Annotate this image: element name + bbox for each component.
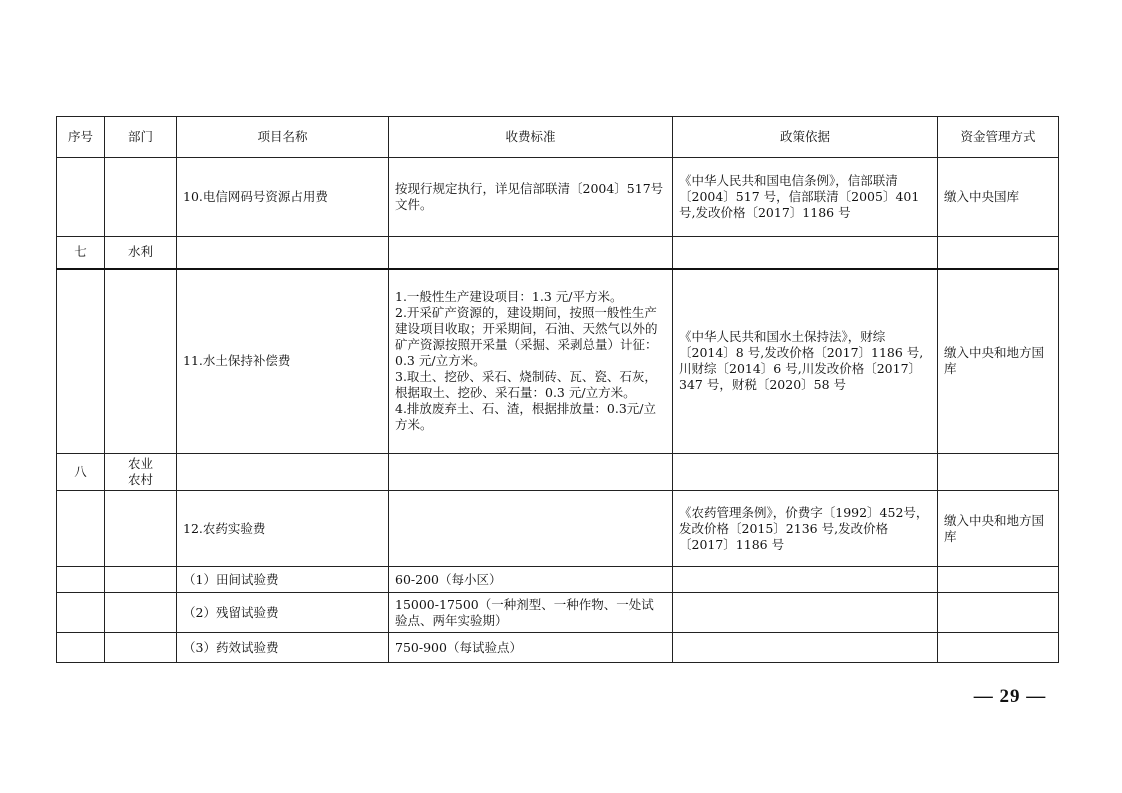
cell-dept <box>105 269 177 454</box>
cell-seq: 七 <box>57 237 105 269</box>
table-row <box>57 454 1059 491</box>
table-header-row <box>57 117 1059 158</box>
cell-dept <box>105 633 177 663</box>
cell-fee-standard: 按现行规定执行，详见信部联清〔2004〕517号文件。 <box>389 158 673 237</box>
header-seq: 序号 <box>57 117 105 158</box>
cell-item-name <box>177 237 389 269</box>
cell-dept <box>105 491 177 567</box>
table-row <box>57 633 1059 663</box>
cell-fund-management <box>938 454 1059 491</box>
cell-fee-standard <box>389 237 673 269</box>
cell-item-name: （1）田间试验费 <box>177 567 389 593</box>
cell-policy-basis <box>673 633 938 663</box>
cell-fee-standard <box>389 454 673 491</box>
cell-item-name: （3）药效试验费 <box>177 633 389 663</box>
cell-fee-standard: 60-200（每小区） <box>389 567 673 593</box>
header-fee-standard: 收费标准 <box>389 117 673 158</box>
cell-fund-management <box>938 567 1059 593</box>
cell-fund-management <box>938 593 1059 633</box>
table-row <box>57 491 1059 567</box>
cell-seq <box>57 567 105 593</box>
cell-policy-basis: 《中华人民共和国水土保持法》，财综〔2014〕8 号,发改价格〔2017〕1186 号,川财综〔2014〕6 号,川发改价格〔2017〕347 号，财税〔2020〕58 号 <box>673 269 938 454</box>
cell-item-name: 12.农药实验费 <box>177 491 389 567</box>
header-item-name: 项目名称 <box>177 117 389 158</box>
cell-policy-basis: 《中华人民共和国电信条例》，信部联清〔2004〕517 号，信部联清〔2005〕401号,发改价格〔2017〕1186 号 <box>673 158 938 237</box>
cell-seq <box>57 593 105 633</box>
cell-dept <box>105 158 177 237</box>
cell-item-name: 11.水土保持补偿费 <box>177 269 389 454</box>
cell-dept <box>105 593 177 633</box>
cell-fund-management: 缴入中央和地方国库 <box>938 269 1059 454</box>
cell-dept: 农业 农村 <box>105 454 177 491</box>
cell-seq <box>57 269 105 454</box>
cell-fund-management: 缴入中央和地方国库 <box>938 491 1059 567</box>
table-row <box>57 593 1059 633</box>
cell-seq <box>57 491 105 567</box>
cell-seq <box>57 633 105 663</box>
header-fund-management: 资金管理方式 <box>938 117 1059 158</box>
cell-dept: 水利 <box>105 237 177 269</box>
cell-fee-standard: 1.一般性生产建设项目：1.3 元/平方米。 2.开采矿产资源的，建设期间，按照一般性生产建设项目收取；开采期间，石油、天然气以外的矿产资源按照开采量（采掘、采剥总量）计征：0.3 元/立方米。 3.取土、挖砂、采石、烧制砖、瓦、瓷、石灰，根据取土、挖砂、采石量：0.3 元/立方米。 4.排放废弃土、石、渣，根据排放量：0.3元/立方米。 <box>389 269 673 454</box>
cell-fee-standard: 750-900（每试验点） <box>389 633 673 663</box>
cell-policy-basis <box>673 237 938 269</box>
cell-seq: 八 <box>57 454 105 491</box>
cell-fund-management <box>938 633 1059 663</box>
cell-item-name <box>177 454 389 491</box>
cell-policy-basis <box>673 454 938 491</box>
header-policy-basis: 政策依据 <box>673 117 938 158</box>
cell-policy-basis <box>673 593 938 633</box>
cell-item-name: （2）残留试验费 <box>177 593 389 633</box>
cell-fund-management: 缴入中央国库 <box>938 158 1059 237</box>
cell-policy-basis: 《农药管理条例》，价费字〔1992〕452号，发改价格〔2015〕2136 号,发改价格〔2017〕1186 号 <box>673 491 938 567</box>
cell-item-name: 10.电信网码号资源占用费 <box>177 158 389 237</box>
table-row <box>57 269 1059 454</box>
cell-policy-basis <box>673 567 938 593</box>
table-row <box>57 237 1059 269</box>
table-row <box>57 158 1059 237</box>
cell-fee-standard: 15000-17500（一种剂型、一种作物、一处试验点、两年实验期） <box>389 593 673 633</box>
cell-dept <box>105 567 177 593</box>
cell-fund-management <box>938 237 1059 269</box>
table-row <box>57 567 1059 593</box>
header-dept: 部门 <box>105 117 177 158</box>
page-number: — 29 — <box>973 686 1047 707</box>
cell-seq <box>57 158 105 237</box>
fee-table <box>56 116 1059 663</box>
cell-fee-standard <box>389 491 673 567</box>
